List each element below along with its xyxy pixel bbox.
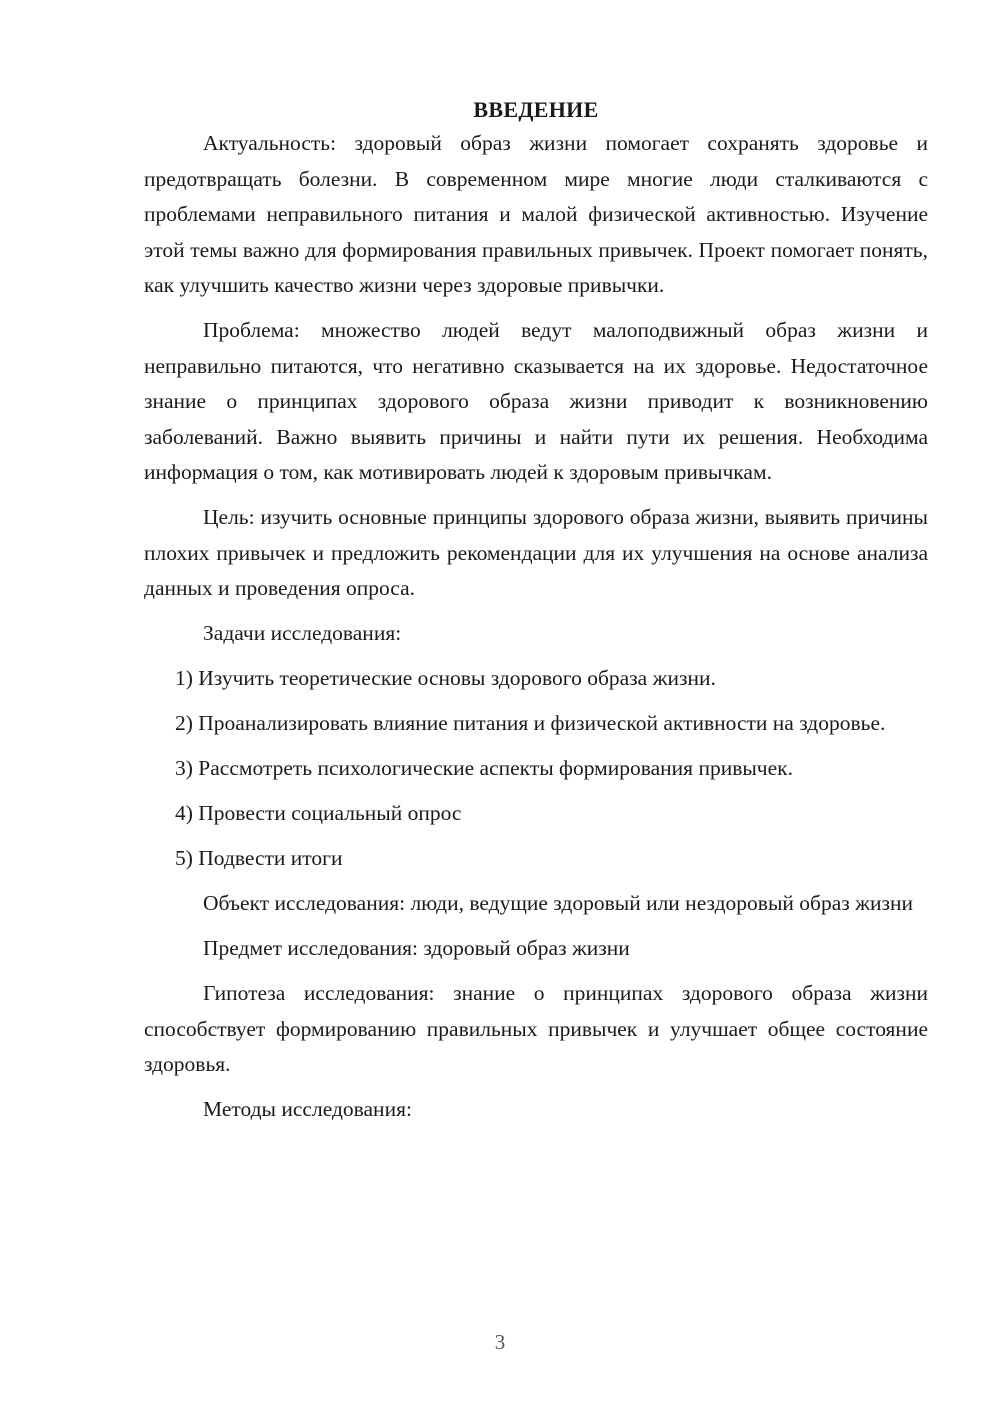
- paragraph-relevance: Актуальность: здоровый образ жизни помогает сохранять здоровье и предотвращать болезни. В современном мире многие люди сталкиваются с проблемами неправильного питания и малой физической активностью. Изучение этой темы важно для формирования правильных привычек. Проект помогает понять, как улучшить качество жизни через здоровые привычки.: [144, 131, 928, 297]
- task-item-1: 1) Изучить теоретические основы здорового образа жизни.: [175, 666, 716, 690]
- paragraph-hypothesis: Гипотеза исследования: знание о принципах здорового образа жизни способствует формированию правильных привычек и улучшает общее состояние здоровья.: [144, 981, 928, 1076]
- paragraph-subject: Предмет исследования: здоровый образ жизни: [203, 936, 630, 960]
- paragraph-object: Объект исследования: люди, ведущие здоровый или нездоровый образ жизни: [203, 891, 913, 915]
- task-item-4: 4) Провести социальный опрос: [175, 801, 462, 825]
- task-item-2: 2) Проанализировать влияние питания и физической активности на здоровье.: [175, 711, 886, 735]
- task-item-3: 3) Рассмотреть психологические аспекты формирования привычек.: [175, 756, 793, 780]
- page-number: 3: [494, 1330, 506, 1354]
- task-item-5: 5) Подвести итоги: [175, 846, 343, 870]
- document-page: [144, 92, 928, 1128]
- paragraph-problem: Проблема: множество людей ведут малоподвижный образ жизни и неправильно питаются, что негативно сказывается на их здоровье. Недостаточное знание о принципах здорового образа жизни приводит к возникновению заболеваний. Важно выявить причины и найти пути их решения. Необходима информация о том, как мотивировать людей к здоровым привычкам.: [144, 318, 928, 484]
- paragraph-goal: Цель: изучить основные принципы здорового образа жизни, выявить причины плохих привычек и предложить рекомендации для их улучшения на основе анализа данных и проведения опроса.: [144, 505, 928, 600]
- section-title: ВВЕДЕНИЕ: [473, 97, 599, 122]
- paragraph-tasks-heading: Задачи исследования:: [203, 621, 402, 645]
- paragraph-methods: Методы исследования:: [203, 1097, 412, 1121]
